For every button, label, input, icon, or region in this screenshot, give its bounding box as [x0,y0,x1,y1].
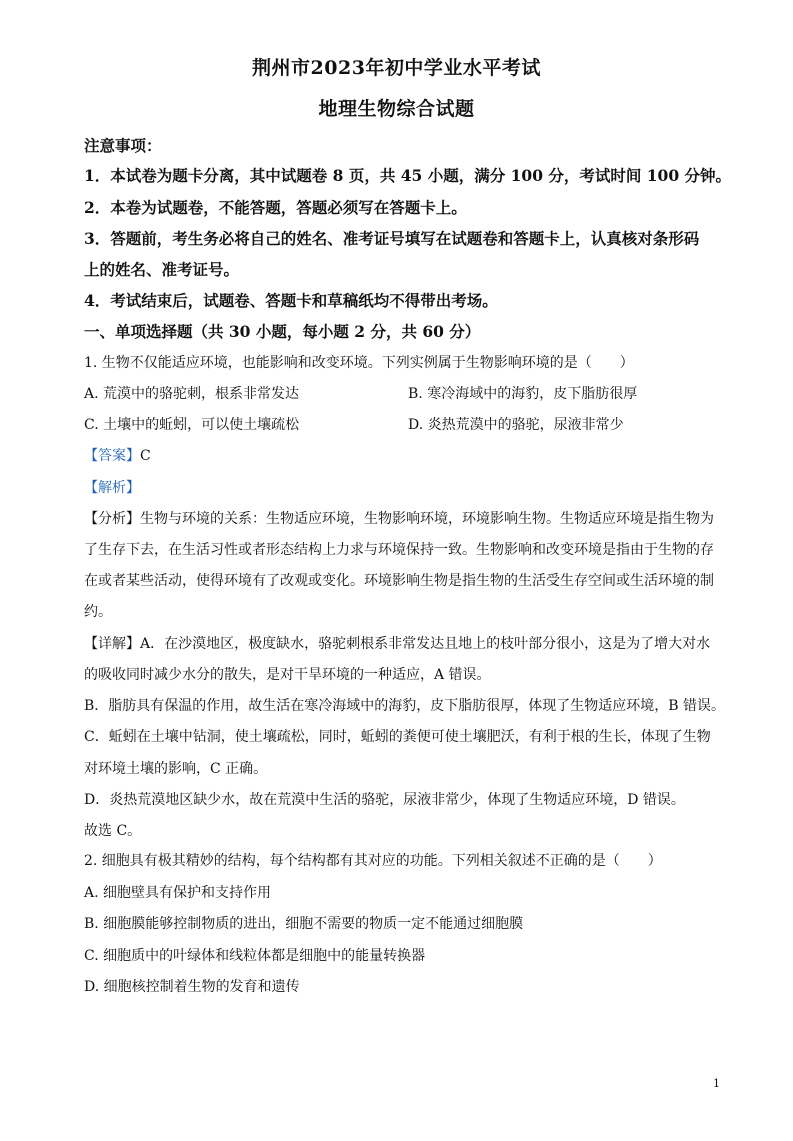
analysis-line: 了生存下去，在生活习性或者形态结构上力求与环境保持一致。生物影响和改变环境是指由于生物的存 [84,542,714,558]
question-1-stem: 1. 生物不仅能适应环境，也能影响和改变环境。下列实例属于生物影响环境的是（ ） [84,355,634,371]
notice-item: 上的姓名、准考证号。 [84,260,240,279]
analysis-line: 对环境土壤的影响，C 正确。 [84,761,268,777]
analysis-line: 【详解】A．在沙漠地区，极度缺水，骆驼刺根系非常发达且地上的枝叶部分很小，这是为了增大对水 [84,636,711,652]
question-2-option-c: C. 细胞质中的叶绿体和线粒体都是细胞中的能量转换器 [84,948,426,964]
analysis-line: 【分析】生物与环境的关系：生物适应环境，生物影响环境，环境影响生物。生物适应环境是指生物为 [84,511,714,527]
exam-subtitle: 地理生物综合试题 [318,98,475,120]
answer-value: C [140,448,151,464]
analysis-line: 的吸收同时减少水分的散失，是对干旱环境的一种适应，A 错误。 [84,667,491,683]
section-heading: 一、单项选择题（共 30 小题，每小题 2 分，共 60 分） [84,322,481,341]
question-2-stem: 2. 细胞具有极其精妙的结构，每个结构都有其对应的功能。下列相关叙述不正确的是（ ） [84,853,662,869]
answer-tag: 【答案】 [84,448,140,464]
question-1-option-a: A. 荒漠中的骆驼刺，根系非常发达 [84,386,300,402]
analysis-line: 在或者某些活动，使得环境有了改观或变化。环境影响生物是指生物的生活受生存空间或生活环境的制 [84,573,714,589]
notice-item: 4．考试结束后，试题卷、答题卡和草稿纸均不得带出考场。 [84,291,498,310]
question-1-option-b: B. 寒冷海域中的海豹，皮下脂肪很厚 [408,386,638,402]
answer-line [84,445,714,465]
question-2-option-d: D. 细胞核控制着生物的发育和遗传 [84,979,300,995]
question-2-option-a: A. 细胞壁具有保护和支持作用 [84,885,272,901]
analysis-line: 约。 [84,604,112,620]
analysis-line: B．脂肪具有保温的作用，故生活在寒冷海域中的海豹，皮下脂肪很厚，体现了生物适应环境，B 错误。 [84,698,726,714]
analysis-line: C．蚯蚓在土壤中钻洞，使土壤疏松，同时，蚯蚓的粪便可使土壤肥沃，有利于根的生长，体现了生物 [84,729,711,745]
question-1-option-d: D. 炎热荒漠中的骆驼，尿液非常少 [408,417,624,433]
exam-title: 荆州市2023年初中学业水平考试 [252,57,541,79]
page-number: 1 [713,1077,720,1090]
analysis-line: D．炎热荒漠地区缺少水，故在荒漠中生活的骆驼，尿液非常少，体现了生物适应环境，D 错误。 [84,792,685,808]
notice-heading: 注意事项： [84,136,162,155]
notice-item: 2．本卷为试题卷，不能答题，答题必须写在答题卡上。 [84,198,467,217]
question-1-option-c: C. 土壤中的蚯蚓，可以使土壤疏松 [84,417,300,433]
question-2-option-b: B. 细胞膜能够控制物质的进出，细胞不需要的物质一定不能通过细胞膜 [84,916,524,932]
notice-item: 1．本试卷为题卡分离，其中试题卷 8 页，共 45 小题，满分 100 分，考试时间 100 分钟。 [84,166,732,185]
analysis-tag: 【解析】 [84,480,140,496]
notice-item: 3．答题前，考生务必将自己的姓名、准考证号填写在试题卷和答题卡上，认真核对条形码 [84,229,700,248]
analysis-line: 故选 C。 [84,823,142,839]
